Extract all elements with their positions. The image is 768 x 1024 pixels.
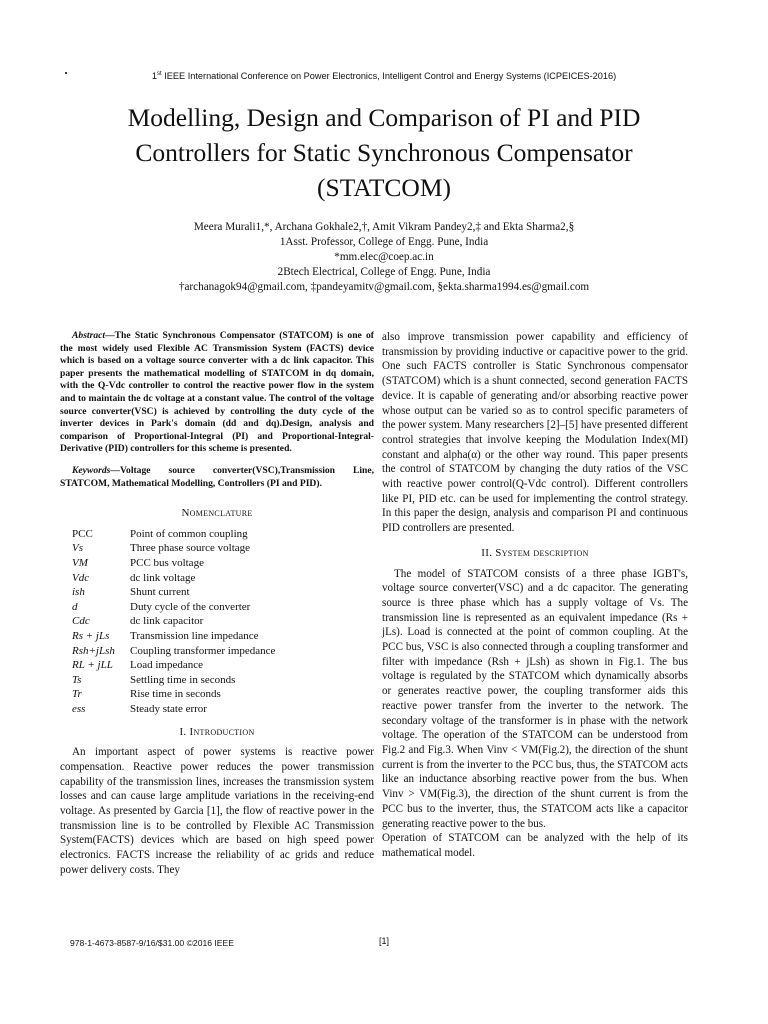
nomenclature-row xyxy=(72,600,386,615)
nomenclature-row xyxy=(72,571,386,586)
title-line-2: Controllers for Static Synchronous Compensator xyxy=(135,138,633,167)
nomenclature-symbol: Vdc xyxy=(72,571,90,584)
affiliation-2: 2Btech Electrical, College of Engg. Pune, India xyxy=(277,266,491,278)
nomenclature-symbol: RL + jLL xyxy=(72,659,113,672)
left-column xyxy=(60,330,374,878)
nomenclature-row xyxy=(72,585,386,600)
nomenclature-description: dc link capacitor xyxy=(130,615,204,628)
introduction-text: An important aspect of power systems is reactive power compensation. Reactive power reduces the power transmission capability of the transmission lines, increases the transmission system losses and can cause large amplitude variations in the receiving-end voltage. As presented by Garcia [1], the flow of reactive power in the transmission line is to be controlled by Flexible AC Transmission System(FACTS) devices which are based on high speed power electronics. FACTS increase the reliability of ac grids and reduce power delivery costs. They xyxy=(60,746,374,876)
nomenclature-row xyxy=(72,658,386,673)
emails-2: †archanagok94@gmail.com, ‡pandeyamitv@gmail.com, §ekta.sharma1994.es@gmail.com xyxy=(178,281,590,293)
nomenclature-description: Three phase source voltage xyxy=(130,542,251,555)
nomenclature-description: Transmission line impedance xyxy=(130,629,259,642)
nomenclature-description: Coupling transformer impedance xyxy=(130,644,276,657)
email-1: *mm.elec@coep.ac.in xyxy=(334,251,434,263)
conference-header: 1st IEEE International Conference on Power Electronics, Intelligent Control and Energy Systems (ICPEICES-2016) xyxy=(151,71,617,82)
nomenclature-table xyxy=(72,527,386,717)
nomenclature-row xyxy=(72,556,386,571)
system-description-last: Operation of STATCOM can be analyzed with the help of its mathematical model. xyxy=(382,832,688,859)
footer-page-number: [1] xyxy=(378,936,389,946)
nomenclature-symbol: Cdc xyxy=(72,615,90,628)
nomenclature-heading: Nomenclature xyxy=(181,507,253,520)
nomenclature-symbol: Rsh+jLsh xyxy=(72,644,115,657)
title-line-1: Modelling, Design and Comparison of PI and PID xyxy=(127,103,641,132)
author-block xyxy=(0,220,768,295)
nomenclature-symbol: d xyxy=(72,600,78,613)
nomenclature-symbol: Tr xyxy=(72,688,82,701)
keywords-label: Keywords xyxy=(72,464,111,476)
paper-title xyxy=(60,100,708,205)
system-description-heading: II. System description xyxy=(481,546,589,559)
keywords xyxy=(60,465,374,490)
nomenclature-description: Load impedance xyxy=(130,659,203,672)
keywords-text: —Voltage source converter(VSC),Transmission Line, STATCOM, Mathematical Modelling, Controllers (PI and PID). xyxy=(60,464,374,489)
nomenclature-description: Steady state error xyxy=(130,702,207,715)
abstract-label: Abstract xyxy=(72,330,106,341)
nomenclature-row xyxy=(72,629,386,644)
nomenclature-row xyxy=(72,702,386,717)
nomenclature-symbol: ish xyxy=(72,586,85,599)
affiliation-1: 1Asst. Professor, College of Engg. Pune, India xyxy=(279,236,489,248)
abstract xyxy=(60,330,374,456)
nomenclature-row xyxy=(72,527,386,542)
nomenclature-row xyxy=(72,687,386,702)
nomenclature-description: Point of common coupling xyxy=(130,527,248,540)
introduction-continued: also improve transmission power capability and efficiency of transmission by providing inductive or capacitive power to the grid. One such FACTS controller is Static Synchronous compensator (STATCOM) which is a shunt connected, second generation FACTS device. It is capable of generating and/or absorbing reactive power whose output can be varied so as to control specific parameters of the power system. Many researchers [2]–[5] have presented different control strategies that involve keeping the Modulation Index(MI) constant and alpha(α) or the other way round. This paper presents the control of STATCOM by changing the duty ratios of the VSC with reactive power control(Q-Vdc control). Different controllers like PI, PID etc. can be used for implementing the control strategy. In this paper the design, analysis and comparison PI and continuous PID controllers are presented. xyxy=(382,331,688,535)
nomenclature-row xyxy=(72,644,386,659)
right-column xyxy=(382,330,688,861)
nomenclature-symbol: ess xyxy=(72,702,86,715)
nomenclature-description: Duty cycle of the converter xyxy=(130,600,251,613)
nomenclature-row xyxy=(72,541,386,556)
nomenclature-symbol: Rs + jLs xyxy=(72,629,110,642)
nomenclature-row xyxy=(72,614,386,629)
nomenclature-symbol: VM xyxy=(72,557,88,570)
nomenclature-row xyxy=(72,673,386,688)
title-line-3: (STATCOM) xyxy=(317,173,451,202)
introduction-heading: I. Introduction xyxy=(179,725,255,738)
nomenclature-description: PCC bus voltage xyxy=(130,557,204,570)
nomenclature-description: Rise time in seconds xyxy=(130,688,221,701)
nomenclature-description: Shunt current xyxy=(130,586,190,599)
nomenclature-description: Settling time in seconds xyxy=(130,673,236,686)
nomenclature-symbol: Vs xyxy=(72,542,83,555)
nomenclature-symbol: PCC xyxy=(72,527,93,540)
nomenclature-description: dc link voltage xyxy=(130,571,196,584)
footer-isbn: 978-1-4673-8587-9/16/$31.00 ©2016 IEEE xyxy=(70,938,235,948)
nomenclature-symbol: Ts xyxy=(72,673,82,686)
abstract-text: —The Static Synchronous Compensator (STATCOM) is one of the most widely used Flexible AC Transmission System (FACTS) device which is based on a voltage source converter with a dc link capacitor. This paper presents the mathematical modelling of STATCOM in dq domain, with the Q-Vdc controller to control the reactive power flow in the system and to maintain the dc voltage at a constant value. The control of the voltage source converter(VSC) is achieved by controlling the duty cycle of the inverter devices in Park's domain (dd and dq).Design, analysis and comparison of Proportional-Integral (PI) and Proportional-Integral-Derivative (PID) controllers for this scheme is presented. xyxy=(60,330,374,455)
author-names: Meera Murali1,*, Archana Gokhale2,†, Amit Vikram Pandey2,‡ and Ekta Sharma2,§ xyxy=(193,221,575,233)
system-description-text: The model of STATCOM consists of a three phase IGBT's, voltage source converter(VSC) and a dc capacitor. The generating source is three phase which has a supply voltage of Vs. The transmission line is represented as an equivalent impedance (Rs + jLs). Load is connected at the point of common coupling. At the PCC bus, VSC is also connected through a coupling transformer and filter with impedance (Rsh + jLsh) as shown in Fig.1. The bus voltage is regulated by the STATCOM which dynamically absorbs or generates reactive power, the coupling transformer aids this reactive power transfer from the inverter to the network. The secondary voltage of the transformer is in phase with the network voltage. The operation of the STATCOM can be understood from Fig.2 and Fig.3. When Vinv < VM(Fig.2), the direction of the shunt current is from the inverter to the PCC bus, thus, the STATCOM acts like an inductance absorbing reactive power from the bus. When Vinv > VM(Fig.3), the direction of the shunt current is from the PCC bus to the inverter, thus, the STATCOM acts like a capacitor generating reactive power to the bus. xyxy=(382,567,688,830)
